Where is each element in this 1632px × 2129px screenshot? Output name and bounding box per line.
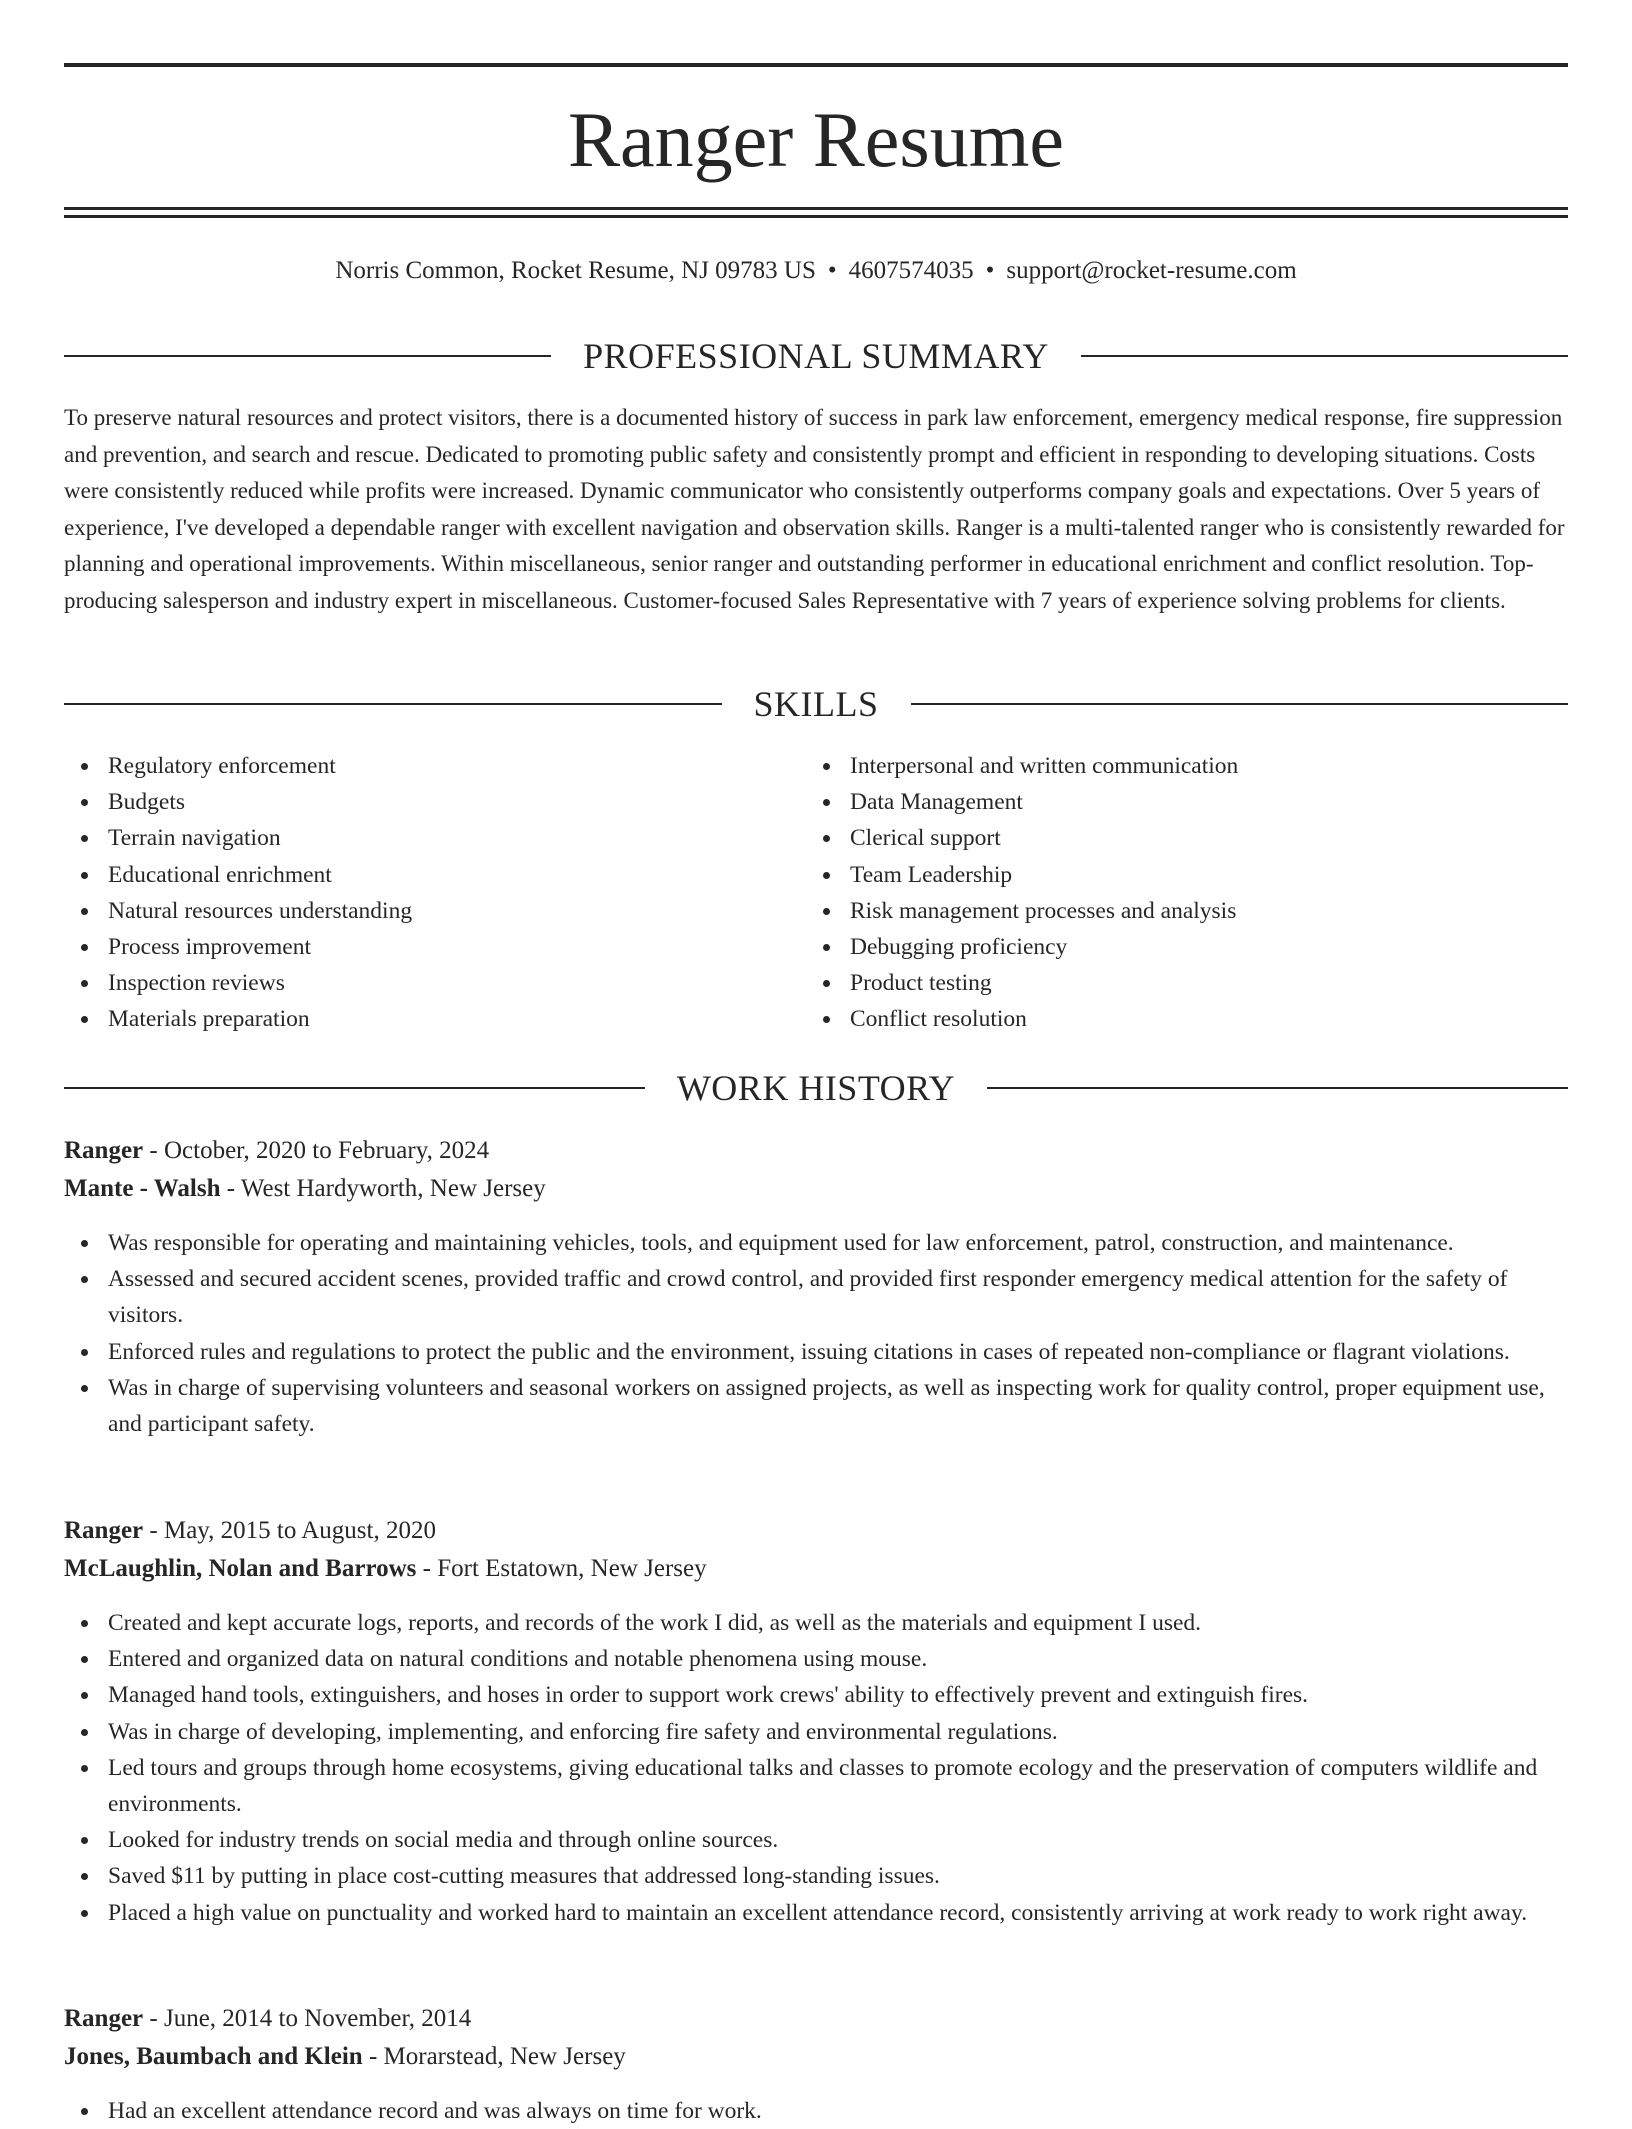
job-duty: Managed hand tools, extinguishers, and hoses in order to support work crews' ability to effectively prevent and extinguish fires. — [64, 1677, 1568, 1713]
skills-column-right — [806, 748, 1568, 1038]
skill-item: Educational enrichment — [64, 857, 806, 893]
job-duty: Saved $11 by putting in place cost-cutting measures that addressed long-standing issues. — [64, 1858, 1568, 1894]
work-entry — [64, 2000, 1568, 2129]
heading-rule-left — [64, 703, 722, 705]
skill-item: Regulatory enforcement — [64, 748, 806, 784]
job-company: Mante - Walsh — [64, 1175, 221, 1202]
skill-item: Terrain navigation — [64, 820, 806, 856]
job-duty: Had an excellent attendance record and was always on time for work. — [64, 2093, 1568, 2129]
skill-item: Process improvement — [64, 929, 806, 965]
job-company: McLaughlin, Nolan and Barrows — [64, 1555, 417, 1582]
job-dates: - October, 2020 to February, 2024 — [143, 1137, 490, 1164]
skill-item: Natural resources understanding — [64, 893, 806, 929]
resume-title: Ranger Resume — [567, 96, 1065, 183]
skill-item: Data Management — [806, 784, 1568, 820]
job-duties — [64, 1605, 1568, 1931]
job-duty: Led tours and groups through home ecosystems, giving educational talks and classes to promote ecology and the preservation of computers wildlife and environments. — [64, 1750, 1568, 1822]
contact-separator: • — [985, 257, 995, 284]
section-heading-skills — [64, 684, 1568, 724]
contact-address: Norris Common, Rocket Resume, NJ 09783 US — [335, 257, 816, 284]
job-location: - Fort Estatown, New Jersey — [416, 1555, 707, 1582]
job-title-line — [64, 1132, 1568, 1170]
job-duty: Looked for industry trends on social media and through online sources. — [64, 1822, 1568, 1858]
contact-separator: • — [827, 257, 837, 284]
work-entry — [64, 1512, 1568, 1931]
skill-item: Product testing — [806, 965, 1568, 1001]
contact-line — [64, 254, 1568, 288]
job-duties — [64, 1225, 1568, 1442]
job-title-line — [64, 1512, 1568, 1550]
job-title: Ranger — [64, 1137, 144, 1164]
section-heading-summary — [64, 336, 1568, 376]
job-company-line — [64, 1550, 1568, 1588]
skill-item: Risk management processes and analysis — [806, 893, 1568, 929]
skill-item: Inspection reviews — [64, 965, 806, 1001]
heading-rule-right — [911, 703, 1569, 705]
job-title: Ranger — [64, 2005, 144, 2032]
job-duties — [64, 2093, 1568, 2129]
job-duty: Created and kept accurate logs, reports, and records of the work I did, as well as the materials and equipment I used. — [64, 1605, 1568, 1641]
job-location: - West Hardyworth, New Jersey — [220, 1175, 546, 1202]
section-title: SKILLS — [753, 684, 879, 724]
job-company-line — [64, 2038, 1568, 2076]
section-title: PROFESSIONAL SUMMARY — [583, 336, 1049, 376]
section-heading-work-history — [64, 1068, 1568, 1108]
job-duty: Assessed and secured accident scenes, provided traffic and crowd control, and provided first responder emergency medical attention for the safety of visitors. — [64, 1261, 1568, 1333]
job-duty: Entered and organized data on natural conditions and notable phenomena using mouse. — [64, 1641, 1568, 1677]
job-location: - Morarstead, New Jersey — [362, 2043, 626, 2070]
skill-item: Materials preparation — [64, 1001, 806, 1037]
header-bottom-rule-upper — [64, 207, 1568, 210]
summary-text: To preserve natural resources and protect visitors, there is a documented history of success in park law enforcement, emergency medical response, fire suppression and prevention, and search and rescue. Dedicated to promoting public safety and consistently prompt and efficient in responding to developing situations. Costs were consistently reduced while profits were increased. Dynamic communicator who consistently outperforms company goals and expectations. Over 5 years of experience, I've developed a dependable ranger with excellent navigation and observation skills. Ranger is a multi-talented ranger who is consistently rewarded for planning and operational improvements. Within miscellaneous, senior ranger and outstanding performer in educational enrichment and conflict resolution. Top-producing salesperson and industry expert in miscellaneous. Customer-focused Sales Representative with 7 years of experience solving problems for clients. — [64, 405, 1565, 613]
skill-item: Budgets — [64, 784, 806, 820]
heading-rule-right — [1081, 355, 1568, 357]
job-company-line — [64, 1170, 1568, 1208]
job-title-line — [64, 2000, 1568, 2038]
job-dates: - June, 2014 to November, 2014 — [143, 2005, 472, 2032]
job-duty: Was responsible for operating and maintaining vehicles, tools, and equipment used for law enforcement, patrol, construction, and maintenance. — [64, 1225, 1568, 1261]
job-duty: Was in charge of developing, implementing, and enforcing fire safety and environmental regulations. — [64, 1714, 1568, 1750]
job-duty: Placed a high value on punctuality and worked hard to maintain an excellent attendance record, consistently arriving at work ready to work right away. — [64, 1895, 1568, 1931]
job-dates: - May, 2015 to August, 2020 — [143, 1517, 436, 1544]
skills-list — [64, 748, 1568, 1038]
contact-email: support@rocket-resume.com — [1006, 257, 1297, 284]
header-top-rule — [64, 63, 1568, 67]
job-duty: Enforced rules and regulations to protect the public and the environment, issuing citations in cases of repeated non-compliance or flagrant violations. — [64, 1334, 1568, 1370]
job-title: Ranger — [64, 1517, 144, 1544]
skills-column-left — [64, 748, 806, 1038]
skill-item: Conflict resolution — [806, 1001, 1568, 1037]
skill-item: Clerical support — [806, 820, 1568, 856]
contact-phone: 4607574035 — [848, 257, 974, 284]
section-title: WORK HISTORY — [676, 1068, 956, 1108]
job-company: Jones, Baumbach and Klein — [64, 2043, 363, 2070]
heading-rule-left — [64, 1087, 645, 1089]
skill-item: Interpersonal and written communication — [806, 748, 1568, 784]
header-bottom-rule-lower — [64, 215, 1568, 218]
job-duty: Was in charge of supervising volunteers and seasonal workers on assigned projects, as well as inspecting work for quality control, proper equipment use, and participant safety. — [64, 1370, 1568, 1442]
work-entry — [64, 1132, 1568, 1442]
heading-rule-left — [64, 355, 551, 357]
skill-item: Debugging proficiency — [806, 929, 1568, 965]
heading-rule-right — [987, 1087, 1568, 1089]
skill-item: Team Leadership — [806, 857, 1568, 893]
